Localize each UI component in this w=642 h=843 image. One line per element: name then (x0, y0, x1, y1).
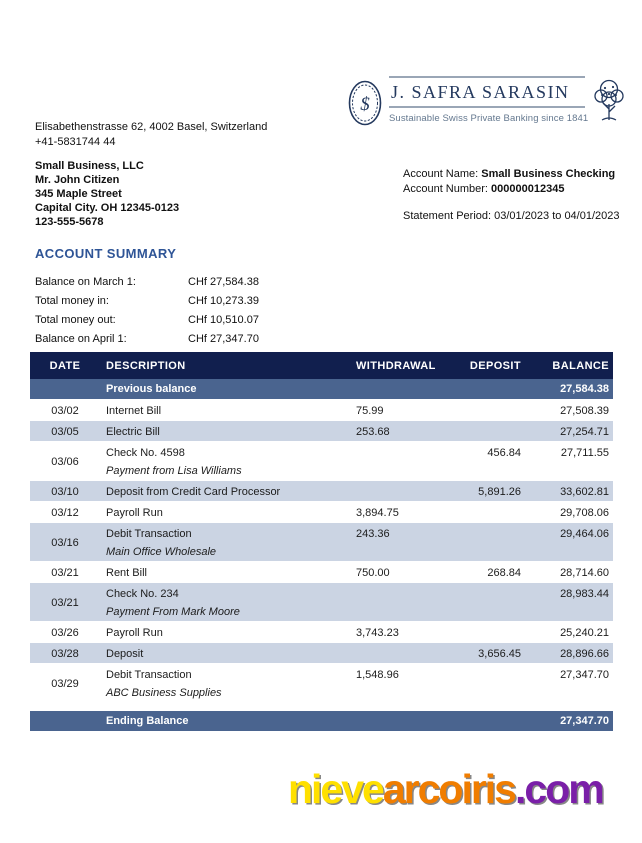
summary-row: Balance on March 1: CHf 27,584.38 (35, 276, 259, 288)
bank-name: J. SAFRA SARASIN (391, 82, 570, 102)
table-row: 03/16 Debit Transaction Main Office Wholesale 243.36 29,464.06 (30, 523, 613, 562)
customer-phone: 123-555-5678 (35, 216, 104, 228)
summary-value: CHf 27,347.70 (188, 333, 259, 345)
ending-balance-value: 27,347.70 (524, 711, 613, 732)
site-watermark (288, 766, 628, 813)
table-row: 03/06 Check No. 4598 Payment from Lisa Williams 456.84 27,711.55 (30, 442, 613, 481)
table-row: 03/12 Payroll Run 3,894.75 29,708.06 (30, 502, 613, 523)
tree-icon (593, 76, 625, 128)
customer-address-block (35, 159, 179, 229)
transactions-table-wrap (30, 352, 613, 732)
table-row: 03/26 Payroll Run 3,743.23 25,240.21 (30, 622, 613, 643)
transactions-table (30, 352, 613, 732)
table-header-row (30, 352, 613, 379)
header-description: DESCRIPTION (100, 352, 350, 379)
header-balance: BALANCE (524, 352, 613, 379)
bank-address-block (35, 120, 267, 150)
customer-company: Small Business, LLC (35, 160, 144, 172)
customer-street: 345 Maple Street (35, 188, 122, 200)
watermark-part-2: arcoiris (382, 766, 515, 812)
table-row: 03/21 Rent Bill 750.00 268.84 28,714.60 (30, 562, 613, 583)
table-row: 03/28 Deposit 3,656.45 28,896.66 (30, 643, 613, 664)
table-row: 03/21 Check No. 234 Payment From Mark Moore 28,983.44 (30, 583, 613, 622)
previous-balance-value: 27,584.38 (524, 379, 613, 400)
table-row: 03/10 Deposit from Credit Card Processor 5,891.26 33,602.81 (30, 481, 613, 502)
header-withdrawal: WITHDRAWAL (350, 352, 438, 379)
summary-value: CHf 27,584.38 (188, 276, 259, 288)
bank-phone: +41-5831744 44 (35, 136, 116, 148)
account-name-line: Account Name: Small Business Checking (403, 168, 616, 180)
customer-city: Capital City. OH 12345-0123 (35, 202, 180, 214)
account-info-block (403, 167, 620, 224)
watermark-part-1: nieve (288, 766, 383, 812)
bank-logo (347, 76, 617, 128)
header-deposit: DEPOSIT (438, 352, 524, 379)
summary-row: Total money in: CHf 10,273.39 (35, 295, 259, 307)
account-name-value: Small Business Checking (481, 168, 616, 180)
account-summary (35, 246, 259, 349)
watermark-part-3: .com (515, 766, 603, 812)
header-date: DATE (30, 352, 100, 379)
previous-balance-label: Previous balance (100, 379, 350, 400)
table-row: 03/02 Internet Bill 75.99 27,508.39 (30, 400, 613, 421)
ending-balance-row (30, 711, 613, 732)
account-number-value: 000000012345 (491, 183, 565, 195)
svg-text:$: $ (360, 94, 370, 115)
table-row: 03/29 Debit Transaction ABC Business Supplies 1,548.96 27,347.70 (30, 664, 613, 703)
account-summary-title: ACCOUNT SUMMARY (35, 246, 177, 261)
bank-address: Elisabethenstrasse 62, 4002 Basel, Switzerland (35, 121, 268, 133)
ending-balance-label: Ending Balance (100, 711, 350, 732)
account-number-line: Account Number: 000000012345 (403, 183, 565, 195)
customer-name: Mr. John Citizen (35, 174, 120, 186)
table-row: 03/05 Electric Bill 253.68 27,254.71 (30, 421, 613, 442)
summary-value: CHf 10,273.39 (188, 295, 259, 307)
statement-period: Statement Period: 03/01/2023 to 04/01/2023 (403, 210, 620, 222)
previous-balance-row (30, 379, 613, 400)
summary-row: Balance on April 1: CHf 27,347.70 (35, 333, 259, 345)
table-spacer (30, 703, 613, 711)
bank-tagline: Sustainable Swiss Private Banking since 1841 (389, 113, 589, 124)
summary-row: Total money out: CHf 10,510.07 (35, 314, 259, 326)
summary-value: CHf 10,510.07 (188, 314, 259, 326)
bank-crest-icon (347, 78, 383, 128)
bank-logo-text (389, 76, 589, 124)
